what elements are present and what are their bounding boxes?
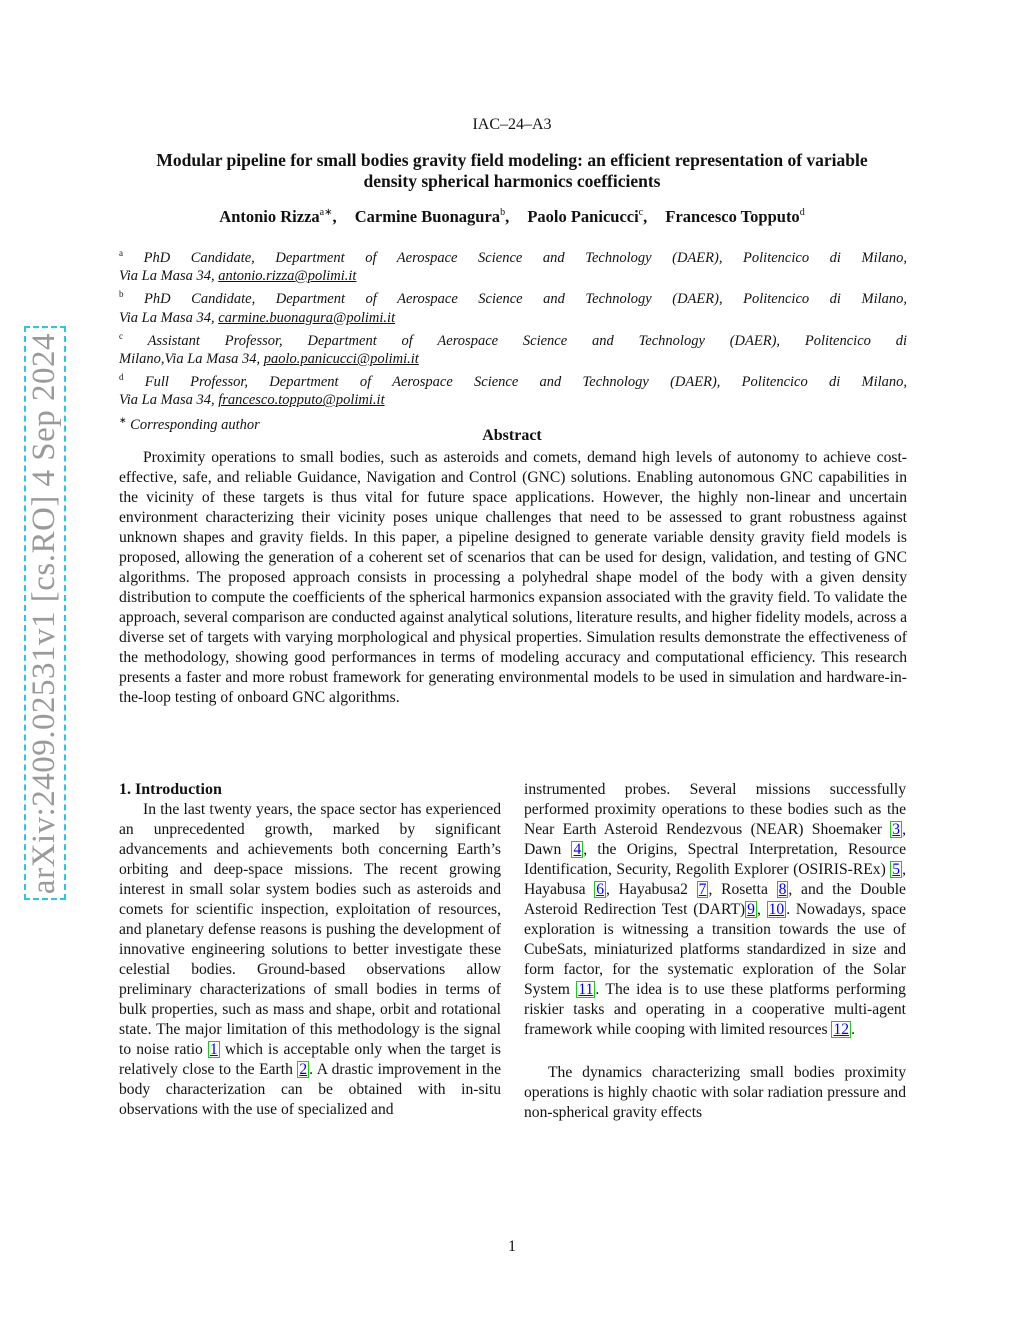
citation-link[interactable]: 11: [578, 981, 594, 998]
author-3: Paolo Panicucci$^c$,: [527, 206, 648, 226]
page-number: 1: [508, 1238, 516, 1255]
citation-link[interactable]: 5: [892, 861, 901, 878]
citation-link[interactable]: 6: [596, 881, 605, 898]
citation-link[interactable]: 3: [892, 821, 901, 838]
intro-paragraph-continued: instrumented probes. Several missions successfully performed proximity operations to these bodies such as the Near Earth Asteroid Rendezvous (NEAR) Shoemaker 3 , Dawn 4 , the Origins, Spectral Interpretation, Resource Identification, Security, Regolith Explorer (OSIRIS-REx) 5 , Hayabusa 6 , Hayabusa2 7 , Rosetta 8 , and the Double Asteroid Redirection Test (DART) 9 , 10 . Nowadays, space exploration is witnessing a transition towards the use of CubeSats, miniaturized platforms standardized in size and form factor, for the systematic exploration of the Solar System 11 . The idea is to use these platforms performing riskier tasks and operating in a cooperative multi-agent framework while cooping with limited resources 12 .: [524, 781, 906, 1038]
citation-link[interactable]: 4: [573, 841, 582, 858]
email-link[interactable]: antonio.rizza@polimi.it: [218, 268, 357, 285]
dynamics-paragraph: The dynamics characterizing small bodies proximity operations is highly chaotic with solar radiation pressure and non-spherical gravity effects: [524, 1064, 906, 1121]
citation-link[interactable]: 8: [778, 881, 787, 898]
citation-link[interactable]: 1: [209, 1041, 218, 1058]
author-4: Francesco Topputo$^d$: [665, 206, 805, 226]
affiliation-b: $^b$ PhD Candidate, Department of Aerospace Science and Technology (DAER), Politencico di Milano, Via La Masa 34, carmine.buonagura@polimi.it: [119, 289, 908, 326]
author-2: Carmine Buonagura$^b$,: [354, 206, 510, 226]
citation-link[interactable]: 9: [747, 901, 755, 918]
column-left: [119, 780, 501, 1120]
affiliation-c: $^c$ Assistant Professor, Department of Aerospace Science and Technology (DAER), Politencico di Milano,Via La Masa 34, paolo.panicucci@polimi.it: [119, 330, 907, 367]
abstract-text: Proximity operations to small bodies, such as asteroids and comets, demand high levels of autonomy to achieve cost-effective, safe, and reliable Guidance, Navigation and Control (GNC) solutions. Enabling autonomous GNC capabilities in the vicinity of these targets is thus vital for future space applications. However, the highly non-linear and uncertain environment characterizing their vicinity poses unique challenges that need to be assessed to grant robustness against unknown shapes and gravity fields. In this paper, a pipeline designed to generate variable density gravity field models is proposed, allowing the generation of a coherent set of scenarios that can be used for design, validation, and testing of GNC algorithms. The proposed approach consists in processing a polyhedral shape model of the body with a given density distribution to compute the coefficients of the spherical harmonics expansion associated with the gravity field. To validate the approach, several comparison are conducted against analytical solutions, literature results, and higher fidelity models, across a diverse set of targets with varying morphological and physical properties. Simulation results demonstrate the effectiveness of the methodology, showing good performances in terms of modeling accuracy and computational efficiency. This research presents a faster and more robust framework for generating environmental models to be used in simulation and hardware-in-the-loop testing of onboard GNC algorithms.: [119, 449, 907, 706]
citation-link[interactable]: 2: [299, 1061, 308, 1078]
author-list: [0, 207, 1024, 227]
author-1: Antonio Rizza$^{a∗}$,: [219, 206, 337, 226]
citation-link[interactable]: 10: [768, 901, 785, 918]
intro-paragraph: In the last twenty years, the space sector has experienced an unprecedented growth, marked by significant advancements and achievements both concerning Earth’s orbiting and deep-space missions. The recent growing interest in small solar system bodies such as asteroids and comets for scientific inspection, exploitation of resources, and planetary defense reasons is pushing the development of innovative engineering solutions to better investigate these celestial bodies. Ground-based observations allow preliminary characterizations of small bodies in terms of bulk properties, such as mass and shape, orbit and rotational state. The major limitation of this methodology is the signal to noise ratio 1 which is acceptable only when the target is relatively close to the Earth 2 . A drastic improvement in the body characterization can be obtained with in-situ observations with the use of specialized and: [119, 801, 501, 1118]
email-link[interactable]: francesco.topputo@polimi.it: [218, 392, 385, 409]
affiliation-d: $^d$ Full Professor, Department of Aerospace Science and Technology (DAER), Politencico di Milano, Via La Masa 34, francesco.topputo@polimi.it: [119, 372, 908, 409]
arxiv-stamp: [24, 326, 66, 900]
citation-link[interactable]: 7: [698, 881, 707, 898]
email-link[interactable]: carmine.buonagura@polimi.it: [218, 309, 396, 326]
affiliation-a: $^a$ PhD Candidate, Department of Aerospace Science and Technology (DAER), Politencico di Milano, Via La Masa 34, antonio.rizza@polimi.it: [119, 248, 908, 285]
corresponding-author-note: ∗ Corresponding author: [119, 414, 260, 433]
arxiv-identifier: arXiv:2409.02531v1 [cs.RO] 4 Sep 2024: [26, 332, 63, 894]
affiliations: [119, 244, 907, 434]
citation-link[interactable]: 12: [833, 1021, 850, 1038]
paper-title: Modular pipeline for small bodies gravity field modeling: an efficient representation of variable density spherical harmonics coefficients: [156, 150, 868, 191]
conference-code: IAC–24–A3: [472, 116, 552, 133]
column-right: [524, 780, 906, 1123]
email-link[interactable]: paolo.panicucci@polimi.it: [263, 350, 419, 367]
abstract-heading: Abstract: [482, 427, 542, 444]
section-heading: 1. Introduction: [119, 781, 222, 798]
